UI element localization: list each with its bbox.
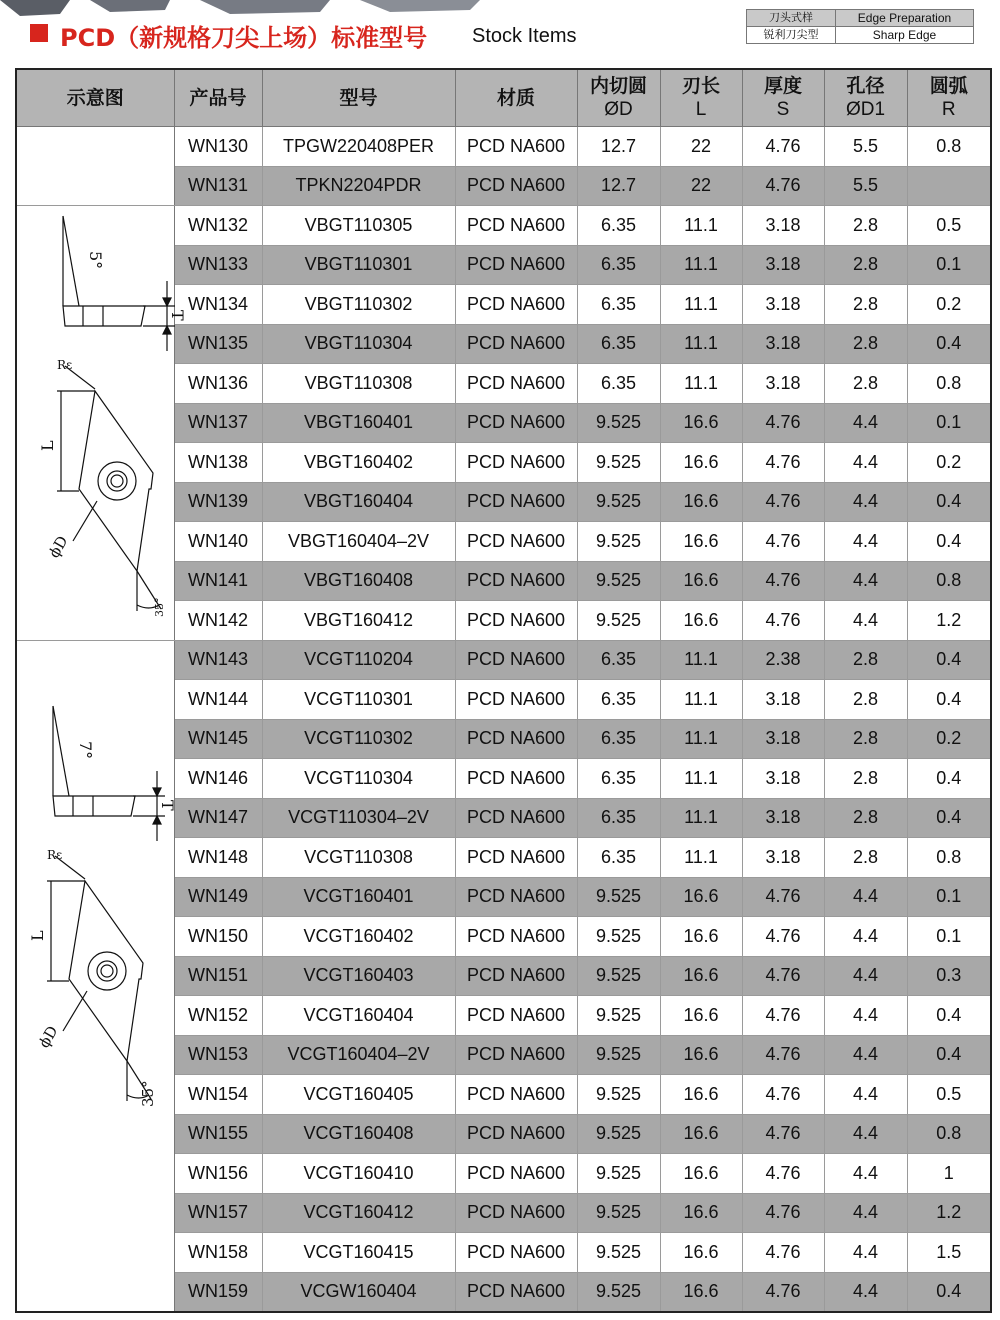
diagram-cell-vbgt	[16, 206, 187, 641]
r-cell: 0.8	[907, 364, 991, 404]
d1-cell: 4.4	[824, 1154, 907, 1194]
s-cell: 4.76	[742, 1233, 824, 1273]
material-cell: PCD NA600	[455, 680, 577, 720]
s-cell: 4.76	[742, 561, 824, 601]
d1-cell: 4.4	[824, 1035, 907, 1075]
model-cell: VBGT160408	[262, 561, 455, 601]
r-cell: 0.4	[907, 482, 991, 522]
tip-angle-label: 35°	[139, 1079, 157, 1107]
material-cell: PCD NA600	[455, 245, 577, 285]
diagram-cell-blank	[16, 127, 174, 206]
r-cell: 1.2	[907, 1193, 991, 1233]
l-cell: 16.6	[660, 917, 742, 957]
page-subtitle: Stock Items	[472, 25, 577, 47]
d1-cell: 2.8	[824, 206, 907, 246]
product-cell: WN145	[174, 719, 262, 759]
d-cell: 9.525	[577, 877, 660, 917]
product-cell: WN155	[174, 1114, 262, 1154]
r-cell: 0.1	[907, 403, 991, 443]
table-body	[16, 127, 991, 1313]
r-cell: 1.2	[907, 601, 991, 641]
material-cell: PCD NA600	[455, 1114, 577, 1154]
model-cell: VCGT160401	[262, 877, 455, 917]
product-cell: WN148	[174, 838, 262, 878]
material-cell: PCD NA600	[455, 206, 577, 246]
product-cell: WN151	[174, 956, 262, 996]
model-cell: VBGT110305	[262, 206, 455, 246]
product-cell: WN146	[174, 759, 262, 799]
material-cell: PCD NA600	[455, 838, 577, 878]
product-cell: WN153	[174, 1035, 262, 1075]
material-cell: PCD NA600	[455, 482, 577, 522]
technical-drawing-vcgt	[17, 641, 177, 1309]
r-cell: 0.4	[907, 522, 991, 562]
model-cell: VBGT110308	[262, 364, 455, 404]
d1-cell: 4.4	[824, 956, 907, 996]
material-cell: PCD NA600	[455, 917, 577, 957]
product-cell: WN156	[174, 1154, 262, 1194]
d1-cell: 4.4	[824, 1114, 907, 1154]
table-row	[16, 206, 991, 246]
legend-row	[747, 10, 974, 27]
r-cell: 0.8	[907, 838, 991, 878]
product-cell: WN158	[174, 1233, 262, 1273]
l-cell: 11.1	[660, 798, 742, 838]
r-cell: 0.1	[907, 877, 991, 917]
l-cell: 11.1	[660, 245, 742, 285]
model-cell: TPKN2204PDR	[262, 166, 455, 206]
s-cell: 3.18	[742, 364, 824, 404]
r-cell: 0.4	[907, 1035, 991, 1075]
material-cell: PCD NA600	[455, 166, 577, 206]
model-cell: VBGT110301	[262, 245, 455, 285]
l-cell: 11.1	[660, 680, 742, 720]
s-cell: 4.76	[742, 601, 824, 641]
d-cell: 6.35	[577, 324, 660, 364]
tool-photo-strip	[0, 0, 520, 20]
l-label: L	[28, 929, 47, 941]
model-cell: VCGT160405	[262, 1075, 455, 1115]
l-cell: 16.6	[660, 1233, 742, 1273]
col-d: 内切圆 ØD	[577, 69, 660, 127]
d1-cell: 4.4	[824, 482, 907, 522]
l-cell: 11.1	[660, 759, 742, 799]
product-cell: WN144	[174, 680, 262, 720]
s-cell: 4.76	[742, 403, 824, 443]
material-cell: PCD NA600	[455, 1154, 577, 1194]
r-cell: 0.4	[907, 1272, 991, 1312]
material-cell: PCD NA600	[455, 877, 577, 917]
d-cell: 9.525	[577, 1154, 660, 1194]
material-cell: PCD NA600	[455, 1075, 577, 1115]
col-r: 圆弧 R	[907, 69, 991, 127]
product-cell: WN147	[174, 798, 262, 838]
l-cell: 16.6	[660, 1075, 742, 1115]
s-cell: 3.18	[742, 680, 824, 720]
d-cell: 9.525	[577, 1035, 660, 1075]
s-cell: 3.18	[742, 719, 824, 759]
l-cell: 11.1	[660, 364, 742, 404]
product-cell: WN149	[174, 877, 262, 917]
title-marker	[30, 24, 48, 42]
material-cell: PCD NA600	[455, 1035, 577, 1075]
l-cell: 16.6	[660, 1035, 742, 1075]
product-cell: WN142	[174, 601, 262, 641]
col-model: 型号	[262, 69, 455, 127]
model-cell: VBGT160402	[262, 443, 455, 483]
d1-cell: 4.4	[824, 996, 907, 1036]
product-cell: WN130	[174, 127, 262, 167]
l-cell: 16.6	[660, 996, 742, 1036]
model-cell: VCGT110301	[262, 680, 455, 720]
l-cell: 16.6	[660, 1193, 742, 1233]
d-cell: 9.525	[577, 1272, 660, 1312]
s-cell: 2.38	[742, 640, 824, 680]
material-cell: PCD NA600	[455, 522, 577, 562]
model-cell: VCGT110304	[262, 759, 455, 799]
l-cell: 16.6	[660, 482, 742, 522]
re-label: Rε	[57, 358, 73, 372]
r-cell: 0.3	[907, 956, 991, 996]
col-diagram: 示意图	[16, 69, 174, 127]
d-cell: 9.525	[577, 917, 660, 957]
s-cell: 4.76	[742, 482, 824, 522]
material-cell: PCD NA600	[455, 443, 577, 483]
d1-cell: 4.4	[824, 443, 907, 483]
material-cell: PCD NA600	[455, 364, 577, 404]
d-cell: 9.525	[577, 601, 660, 641]
d1-cell: 5.5	[824, 166, 907, 206]
r-cell: 0.8	[907, 1114, 991, 1154]
d-cell: 6.35	[577, 206, 660, 246]
d-cell: 9.525	[577, 1193, 660, 1233]
material-cell: PCD NA600	[455, 996, 577, 1036]
r-cell: 0.4	[907, 680, 991, 720]
s-cell: 3.18	[742, 245, 824, 285]
l-cell: 11.1	[660, 206, 742, 246]
d-cell: 9.525	[577, 403, 660, 443]
r-cell: 0.4	[907, 640, 991, 680]
product-cell: WN154	[174, 1075, 262, 1115]
material-cell: PCD NA600	[455, 285, 577, 325]
d1-cell: 2.8	[824, 245, 907, 285]
d1-cell: 4.4	[824, 917, 907, 957]
model-cell: VCGT160403	[262, 956, 455, 996]
model-cell: VCGW160404	[262, 1272, 455, 1312]
l-cell: 11.1	[660, 285, 742, 325]
l-cell: 16.6	[660, 561, 742, 601]
r-cell: 0.2	[907, 719, 991, 759]
material-cell: PCD NA600	[455, 127, 577, 167]
r-cell: 0.4	[907, 759, 991, 799]
s-cell: 4.76	[742, 522, 824, 562]
l-cell: 11.1	[660, 838, 742, 878]
d1-cell: 5.5	[824, 127, 907, 167]
d-cell: 9.525	[577, 1075, 660, 1115]
d1-cell: 2.8	[824, 838, 907, 878]
d-cell: 9.525	[577, 996, 660, 1036]
page-header	[0, 0, 1000, 66]
r-cell: 0.4	[907, 798, 991, 838]
legend-en: Edge Preparation	[836, 10, 974, 27]
insert-drawing	[57, 216, 175, 611]
r-cell: 1.5	[907, 1233, 991, 1273]
d1-cell: 2.8	[824, 324, 907, 364]
d1-cell: 4.4	[824, 561, 907, 601]
d-cell: 12.7	[577, 166, 660, 206]
model-cell: VBGT160412	[262, 601, 455, 641]
d-cell: 9.525	[577, 522, 660, 562]
material-cell: PCD NA600	[455, 403, 577, 443]
s-cell: 3.18	[742, 759, 824, 799]
d1-cell: 2.8	[824, 285, 907, 325]
d-cell: 9.525	[577, 561, 660, 601]
product-cell: WN140	[174, 522, 262, 562]
d1-cell: 2.8	[824, 364, 907, 404]
d-cell: 6.35	[577, 798, 660, 838]
product-cell: WN150	[174, 917, 262, 957]
legend-cn: 锐利刀尖型	[747, 27, 836, 44]
r-cell: 0.5	[907, 206, 991, 246]
model-cell: VCGT160410	[262, 1154, 455, 1194]
d-cell: 9.525	[577, 956, 660, 996]
d1-cell: 2.8	[824, 798, 907, 838]
product-cell: WN159	[174, 1272, 262, 1312]
r-cell: 0.2	[907, 443, 991, 483]
d-cell: 9.525	[577, 443, 660, 483]
d1-cell: 4.4	[824, 403, 907, 443]
r-cell: 0.1	[907, 245, 991, 285]
s-cell: 4.76	[742, 1272, 824, 1312]
product-cell: WN136	[174, 364, 262, 404]
model-cell: VCGT110304–2V	[262, 798, 455, 838]
l-cell: 22	[660, 166, 742, 206]
l-cell: 16.6	[660, 1272, 742, 1312]
s-cell: 4.76	[742, 1193, 824, 1233]
material-cell: PCD NA600	[455, 759, 577, 799]
col-material: 材质	[455, 69, 577, 127]
s-cell: 3.18	[742, 798, 824, 838]
s-cell: 4.76	[742, 996, 824, 1036]
clearance-angle-label: 7°	[76, 740, 95, 759]
d-label: ϕD	[44, 532, 72, 561]
material-cell: PCD NA600	[455, 1193, 577, 1233]
legend-cn: 刀头式样	[747, 10, 836, 27]
product-cell: WN133	[174, 245, 262, 285]
product-cell: WN132	[174, 206, 262, 246]
d-cell: 6.35	[577, 364, 660, 404]
d-cell: 9.525	[577, 482, 660, 522]
d1-cell: 4.4	[824, 1272, 907, 1312]
material-cell: PCD NA600	[455, 1233, 577, 1273]
d1-cell: 4.4	[824, 1075, 907, 1115]
s-cell: 4.76	[742, 443, 824, 483]
s-cell: 3.18	[742, 206, 824, 246]
header-row	[16, 69, 991, 127]
model-cell: VCGT160415	[262, 1233, 455, 1273]
s-cell: 4.76	[742, 877, 824, 917]
d-cell: 6.35	[577, 680, 660, 720]
edge-legend	[746, 9, 974, 44]
r-cell: 1	[907, 1154, 991, 1194]
l-cell: 16.6	[660, 403, 742, 443]
s-cell: 4.76	[742, 1114, 824, 1154]
model-cell: VCGT160402	[262, 917, 455, 957]
material-cell: PCD NA600	[455, 561, 577, 601]
d-label: ϕD	[34, 1022, 62, 1051]
l-cell: 16.6	[660, 1154, 742, 1194]
model-cell: VBGT160401	[262, 403, 455, 443]
r-cell: 0.4	[907, 996, 991, 1036]
page-title: PCD（新规格刀尖上场）标准型号	[60, 24, 428, 52]
model-cell: VCGT160408	[262, 1114, 455, 1154]
d1-cell: 4.4	[824, 877, 907, 917]
d-cell: 9.525	[577, 1233, 660, 1273]
model-cell: VCGT110302	[262, 719, 455, 759]
d1-cell: 2.8	[824, 759, 907, 799]
d-cell: 6.35	[577, 719, 660, 759]
legend-en: Sharp Edge	[836, 27, 974, 44]
technical-drawing-vbgt	[17, 206, 187, 638]
product-cell: WN143	[174, 640, 262, 680]
l-cell: 16.6	[660, 1114, 742, 1154]
model-cell: VBGT110302	[262, 285, 455, 325]
d1-cell: 4.4	[824, 1193, 907, 1233]
l-cell: 22	[660, 127, 742, 167]
r-cell: 0.8	[907, 561, 991, 601]
model-cell: VCGT110308	[262, 838, 455, 878]
d-cell: 6.35	[577, 838, 660, 878]
product-cell: WN135	[174, 324, 262, 364]
s-cell: 4.76	[742, 127, 824, 167]
s-cell: 4.76	[742, 1154, 824, 1194]
s-cell: 4.76	[742, 1075, 824, 1115]
product-cell: WN139	[174, 482, 262, 522]
clearance-angle-label: 5°	[86, 251, 105, 270]
model-cell: VBGT110304	[262, 324, 455, 364]
col-l: 刃长 L	[660, 69, 742, 127]
d1-cell: 2.8	[824, 719, 907, 759]
material-cell: PCD NA600	[455, 640, 577, 680]
d-cell: 12.7	[577, 127, 660, 167]
d1-cell: 4.4	[824, 1233, 907, 1273]
d1-cell: 4.4	[824, 601, 907, 641]
col-product: 产品号	[174, 69, 262, 127]
model-cell: VBGT160404–2V	[262, 522, 455, 562]
col-s: 厚度 S	[742, 69, 824, 127]
d1-cell: 2.8	[824, 640, 907, 680]
tip-angle-label: 35°	[153, 597, 166, 617]
material-cell: PCD NA600	[455, 719, 577, 759]
l-cell: 16.6	[660, 956, 742, 996]
model-cell: VCGT160404	[262, 996, 455, 1036]
r-cell	[907, 166, 991, 206]
l-cell: 16.6	[660, 877, 742, 917]
l-cell: 16.6	[660, 601, 742, 641]
material-cell: PCD NA600	[455, 798, 577, 838]
material-cell: PCD NA600	[455, 956, 577, 996]
col-d1: 孔径 ØD1	[824, 69, 907, 127]
legend-row	[747, 27, 974, 44]
d-cell: 6.35	[577, 285, 660, 325]
r-cell: 0.5	[907, 1075, 991, 1115]
product-cell: WN141	[174, 561, 262, 601]
product-cell: WN138	[174, 443, 262, 483]
d1-cell: 2.8	[824, 680, 907, 720]
d-cell: 9.525	[577, 1114, 660, 1154]
s-cell: 3.18	[742, 324, 824, 364]
r-cell: 0.2	[907, 285, 991, 325]
product-cell: WN137	[174, 403, 262, 443]
l-cell: 16.6	[660, 443, 742, 483]
r-cell: 0.8	[907, 127, 991, 167]
model-cell: VBGT160404	[262, 482, 455, 522]
d-cell: 6.35	[577, 759, 660, 799]
s-cell: 3.18	[742, 285, 824, 325]
d-cell: 6.35	[577, 640, 660, 680]
s-cell: 3.18	[742, 838, 824, 878]
product-cell: WN134	[174, 285, 262, 325]
model-cell: TPGW220408PER	[262, 127, 455, 167]
r-cell: 0.1	[907, 917, 991, 957]
s-cell: 4.76	[742, 1035, 824, 1075]
d-cell: 6.35	[577, 245, 660, 285]
material-cell: PCD NA600	[455, 601, 577, 641]
r-cell: 0.4	[907, 324, 991, 364]
insert-drawing	[47, 706, 165, 1101]
re-label: Rε	[47, 847, 63, 862]
material-cell: PCD NA600	[455, 324, 577, 364]
stock-items-table	[15, 68, 992, 1313]
product-cell: WN157	[174, 1193, 262, 1233]
diagram-cell-vcgt	[16, 640, 177, 1312]
model-cell: VCGT110204	[262, 640, 455, 680]
l-cell: 11.1	[660, 719, 742, 759]
t-label: T	[168, 310, 187, 321]
d1-cell: 4.4	[824, 522, 907, 562]
l-cell: 11.1	[660, 324, 742, 364]
table-row	[16, 640, 991, 680]
material-cell: PCD NA600	[455, 1272, 577, 1312]
product-cell: WN131	[174, 166, 262, 206]
model-cell: VCGT160412	[262, 1193, 455, 1233]
l-cell: 11.1	[660, 640, 742, 680]
product-cell: WN152	[174, 996, 262, 1036]
t-label: T	[158, 799, 177, 811]
s-cell: 4.76	[742, 956, 824, 996]
model-cell: VCGT160404–2V	[262, 1035, 455, 1075]
l-label: L	[38, 440, 57, 451]
table-row	[16, 127, 991, 167]
s-cell: 4.76	[742, 166, 824, 206]
l-cell: 16.6	[660, 522, 742, 562]
s-cell: 4.76	[742, 917, 824, 957]
